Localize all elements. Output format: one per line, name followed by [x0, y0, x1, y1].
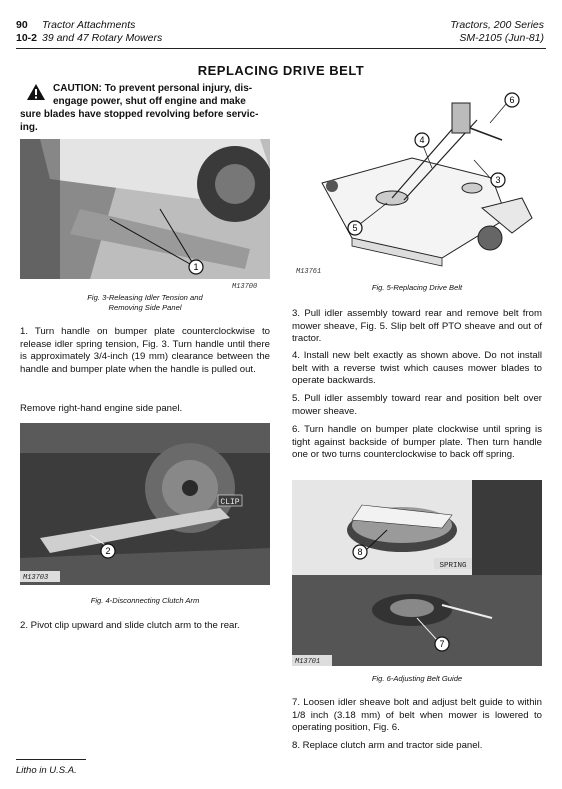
section-number: 10-2: [16, 32, 38, 44]
fig4-clip-label: CLIP: [220, 498, 240, 507]
fig4-callout-2: 2: [105, 546, 111, 556]
footer-litho: Litho in U.S.A.: [16, 765, 77, 776]
series-title: Tractors, 200 Series: [450, 19, 544, 31]
step-8: 8. Replace clutch arm and tractor side panel.: [292, 740, 483, 751]
fig6-spring-label: SPRING: [439, 562, 467, 570]
fig5-callout-5: 5: [352, 223, 358, 233]
fig5-callout-3: 3: [495, 175, 501, 185]
fig6-code: M13701: [295, 658, 321, 666]
header-rule: [16, 48, 546, 49]
book-title: Tractor Attachments: [42, 19, 136, 31]
step-1: 1. Turn handle on bumper plate counterclockwise to release idler spring tension, Fig. 3. Turn handle until there is approximately 3/4-inch (19 mm) clearance between the handle and bumper plate when the handle is pulled out.: [20, 326, 270, 375]
caution-line-3: sure blades have stopped revolving before servic-: [20, 109, 259, 120]
fig5-callout-4: 4: [419, 135, 425, 145]
step-6: 6. Turn handle on bumper plate clockwise until spring is tight against backside of bumper plate. Then turn handle one or two turns counterclockwise to back off spring.: [292, 424, 542, 460]
manual-code: SM-2105 (Jun-81): [459, 32, 544, 44]
remove-side-panel-text: Remove right-hand engine side panel.: [20, 403, 183, 414]
fig6-photo: [292, 480, 542, 666]
fig5-drawing: [292, 88, 542, 278]
step-7: 7. Loosen idler sheave bolt and adjust belt guide to within 1/8 inch (3.18 mm) of belt when mower is lowered to operating position, Fig. 6.: [292, 697, 542, 733]
fig3-code: M13700: [232, 283, 258, 291]
section-title: 39 and 47 Rotary Mowers: [42, 32, 163, 44]
step-4: 4. Install new belt exactly as shown above. Do not install belt with a reverse twist which causes mower blades to operate backwards.: [292, 350, 542, 386]
fig4-photo: [20, 423, 270, 585]
fig6-callout-8: 8: [357, 547, 363, 557]
step-5: 5. Pull idler assembly toward rear and position belt over mower sheave.: [292, 393, 542, 417]
warning-triangle-icon: [26, 83, 46, 101]
step-3: 3. Pull idler assembly toward rear and remove belt from mower sheave, Fig. 5. Slip belt off PTO sheave and out of tractor.: [292, 308, 542, 344]
fig5-caption: Fig. 5-Replacing Drive Belt: [371, 283, 463, 292]
fig5-code: M13761: [296, 268, 322, 276]
step-2: 2. Pivot clip upward and slide clutch arm to the rear.: [20, 620, 240, 631]
caution-line-1: CAUTION: To prevent personal injury, dis-: [53, 83, 253, 94]
caution-line-4: ing.: [20, 122, 38, 133]
caution-line-2: engage power, shut off engine and make: [53, 96, 246, 107]
caution-block: [20, 82, 270, 134]
fig3-caption-line-1: Fig. 3-Releasing Idler Tension and: [87, 293, 203, 302]
fig3-photo: [20, 139, 270, 279]
page-title: REPLACING DRIVE BELT: [197, 63, 365, 78]
header-right: [450, 19, 544, 45]
fig6-caption: Fig. 6-Adjusting Belt Guide: [371, 674, 463, 683]
fig3-caption: [20, 293, 270, 313]
footer-rule: [16, 759, 86, 760]
fig6-callout-7: 7: [439, 639, 445, 649]
fig4-caption: Fig. 4-Disconnecting Clutch Arm: [90, 596, 200, 605]
page-number: 90: [16, 19, 28, 31]
header-left: [16, 19, 162, 45]
fig3-callout-1: 1: [193, 262, 199, 272]
fig5-callout-6: 6: [509, 95, 515, 105]
fig4-code: M13703: [23, 574, 49, 582]
fig3-caption-line-2: Removing Side Panel: [108, 303, 182, 312]
